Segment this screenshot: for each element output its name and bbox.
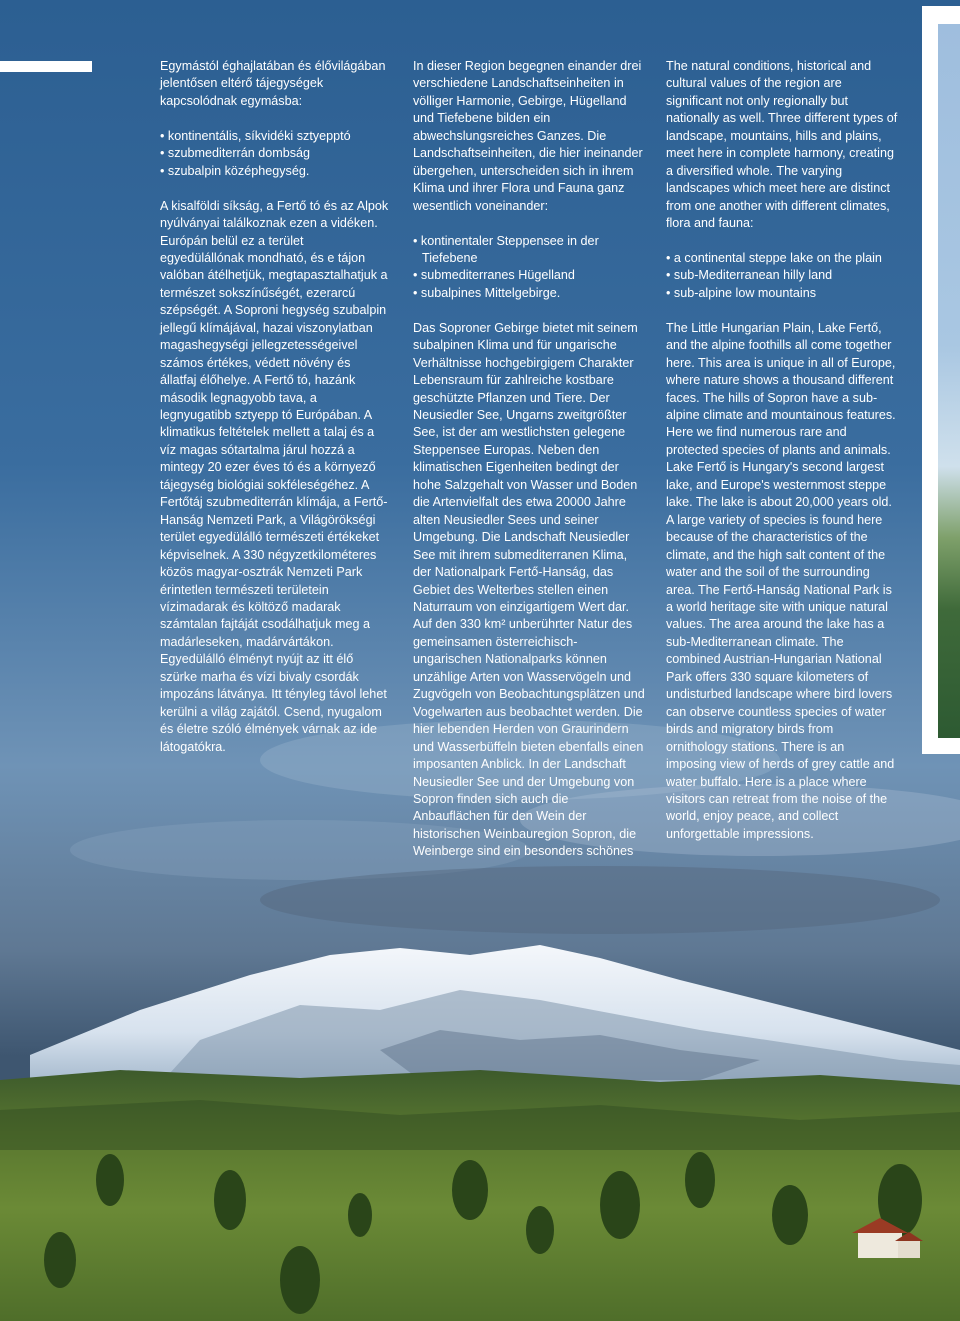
- landscape-list: [413, 233, 645, 303]
- list-item: • a continental steppe lake on the plain: [666, 250, 898, 267]
- text-column-german: [413, 58, 645, 861]
- column-intro: In dieser Region begegnen einander drei verschiedene Landschaftseinheiten in völliger Harmonie, Gebirge, Hügelland und Tiefebene bilden ein abwechslungsreiches Ganzes. Die Landschaftseinheiten, die hier ineinander übergehen, unterscheiden sich in ihrem Klima und ihrer Flora und Fauna ganz wesentlich voneinander:: [413, 59, 643, 213]
- side-photo-frame: [922, 6, 960, 754]
- list-item: • subalpines Mittelgebirge.: [413, 285, 645, 302]
- decorative-white-bar: [0, 61, 92, 72]
- text-column-english: [666, 58, 898, 843]
- column-body: A kisalföldi síkság, a Fertő tó és az Alpok nyúlványai találkoznak ezen a vidéken. Európán belül ez a terület egyedülállónak mondható, és e tájon valóban átélhetjük, megtapasztalhatjuk a természet sokszínűségét, ezerarcú szépségét. A Soproni hegység szubalpin jellegű klímájával, hazai viszonylatban magashegységi jellegzetességeivel számos értékes, védett növény és állatfaj élőhelye. A Fertő tó, hazánk második legnagyobb tava, a legnyugatibb sztyepp tó Európában. A klimatikus feltételek mellett a talaj és a víz magas sótartalma járul hozzá a mintegy 20 ezer éves tó és a környező tájegység biológiai sokféleségéhez. A Fertőtáj szubmediterrán klímája, a Fertő-Hanság Nemzeti Park, a Világörökségi terület egyedülálló természeti értékeket képviselnek. A 330 négyzetkilométeres közös magyar-osztrák Nemzeti Park érintetlen természeti területein vízimadarak és költöző madarak számtalan fajtáját csodálhatjuk meg a madárleseken, madárvártákon. Egyedülálló élményt nyújt az itt élő szürke marha és vízi bivaly csordák impozáns látványa. Itt tényleg távol lehet kerülni a világ zajától. Csend, nyugalom és életre szóló élmények várnak az ide látogatókra.: [160, 198, 389, 754]
- list-item: • submediterranes Hügelland: [413, 267, 645, 284]
- list-item: • sub-alpine low mountains: [666, 285, 898, 302]
- column-intro: The natural conditions, historical and cultural values of the region are significant not only regionally but nationally as well. Three different types of landscape, mountains, hills and plains, meet here in complete harmony, creating a diversified whole. The varying landscapes which meet here are distinct from one another with different climates, flora and fauna:: [666, 59, 898, 231]
- list-item: • kontinentaler Steppensee in der Tiefebene: [413, 233, 645, 268]
- landscape-list: [666, 250, 898, 302]
- column-intro: Egymástól éghajlatában és élővilágában jelentősen eltérő tájegységek kapcsolódnak egymásba:: [160, 59, 386, 108]
- list-item: • szubalpin középhegység.: [160, 163, 390, 180]
- column-body: The Little Hungarian Plain, Lake Fertő, and the alpine foothills all come together here. This area is unique in all of Europe, where nature shows a thousand different faces. The hills of Sopron have a sub-alpine climate and mountainous features. Here we find numerous rare and protected species of plants and animals. Lake Fertő is Hungary's second largest lake, and Europe's westernmost steppe lake. The lake is about 20,000 years old. A large variety of species is found here because of the characteristics of the climate, and the high salt content of the water and the soil of the surrounding area. The Fertő-Hanság National Park is a world heritage site with unique natural values. The area around the lake has a sub-Mediterranean climate. The combined Austrian-Hungarian National Park offers 330 square kilometers of undisturbed landscape where bird lovers can observe countless species of water birds and migratory birds from ornithology stations. There is an imposing view of herds of grey cattle and water buffalo. Here is a place where visitors can retreat from the noise of the world, enjoy peace, and collect unforgettable impressions.: [666, 320, 896, 841]
- side-photo: [938, 24, 960, 738]
- list-item: • sub-Mediterranean hilly land: [666, 267, 898, 284]
- text-column-hungarian: [160, 58, 390, 756]
- column-body: Das Soproner Gebirge bietet mit seinem subalpinen Klima und für ungarische Verhältnisse hochgebirgigem Charakter Lebensraum für zahlreiche kostbare geschützte Pflanzen und Tiere. Der Neusiedler See, Ungarns zweitgrößter See, ist der am westlichsten gelegene Steppensee Europas. Neben den klimatischen Eigenheiten bedingt der hohe Salzgehalt von Wasser und Boden die Artenvielfalt des etwa 20000 Jahre alten Neusiedler Sees und seiner Umgebung. Die Landschaft Neusiedler See mit ihrem submediterranen Klima, der Nationalpark Fertő-Hanság, das Gebiet des Welterbes stellen einen Naturraum von einzigartigem Wert dar. Auf den 330 km² unberührter Natur des gemeinsamen österreichisch-ungarischen Nationalparks können unzählige Arten von Wasservögeln und Zugvögeln von Beobachtungsplätzen und Vogelwarten aus beobachtet werden. Die hier lebenden Herden von Graurindern und Wasserbüffeln bieten ebenfalls einen imposanten Anblick. In der Landschaft Neusiedler See und der Umgebung von Sopron finden sich auch die Anbauflächen für den Wein der historischen Weinbauregion Sopron, die Weinberge sind ein besonders schönes: [413, 320, 645, 859]
- list-item: • szubmediterrán dombság: [160, 145, 390, 162]
- landscape-list: [160, 128, 390, 180]
- list-item: • kontinentális, síkvidéki sztyepptó: [160, 128, 390, 145]
